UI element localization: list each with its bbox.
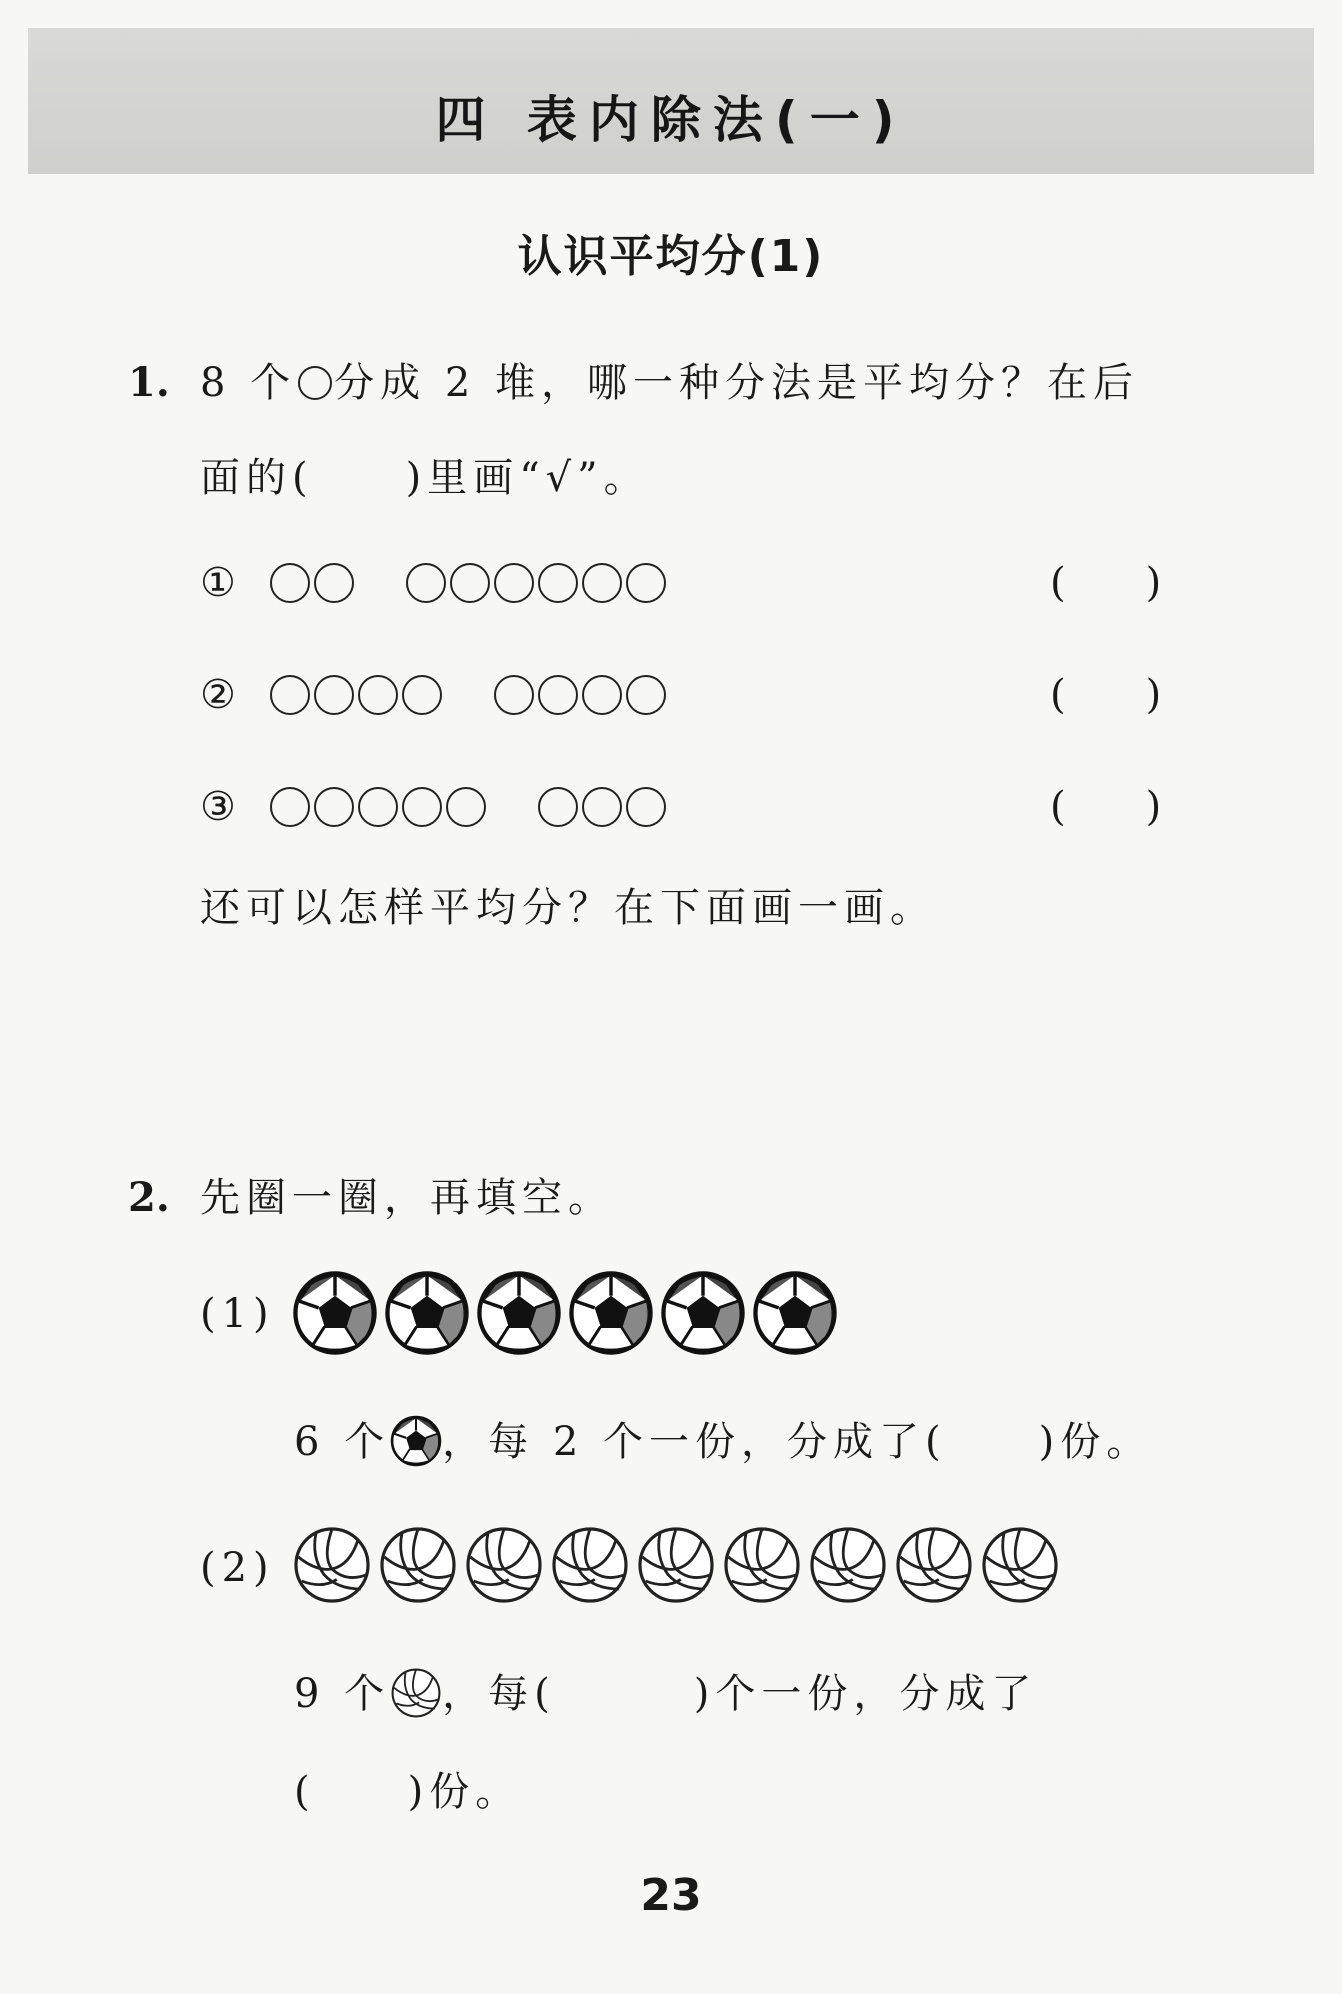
part-1-text-b: ，每 2 个一份，分成了( )份。 (442, 1419, 1153, 1465)
volleyball-icon (390, 1667, 442, 1719)
circle-icon (402, 787, 442, 827)
chapter-title: 四 表内除法(一) (435, 91, 907, 149)
part-1-text-a: 6 个 (294, 1419, 391, 1465)
part-1-text (294, 1414, 1152, 1470)
circle-icon (314, 563, 354, 603)
volleyball-icon (464, 1525, 544, 1605)
circle-icon (446, 787, 486, 827)
circle-group-1 (270, 787, 490, 827)
volleyball-icon (292, 1525, 372, 1605)
question-1-text (200, 355, 1139, 411)
volleyball-icon (550, 1525, 630, 1605)
section-subtitle: 认识平均分(1) (517, 231, 825, 282)
circle-icon (358, 675, 398, 715)
soccer-ball-row (292, 1270, 838, 1356)
circle-icon (402, 675, 442, 715)
circle-icon (314, 787, 354, 827)
volleyball-icon (378, 1525, 458, 1605)
circle-icon (270, 563, 310, 603)
question-1-number: 1. (128, 359, 170, 406)
part-2-text (294, 1666, 1037, 1722)
q1-text-b: 分成 2 堆，哪一种分法是平均分？在后 (334, 360, 1140, 406)
volleyball-row (292, 1525, 1060, 1605)
circle-icon (582, 787, 622, 827)
circle-icon (358, 787, 398, 827)
volleyball-icon (980, 1525, 1060, 1605)
option-row-1 (200, 555, 718, 611)
circle-icon (298, 366, 332, 400)
chapter-header (28, 28, 1314, 174)
soccer-ball-icon (660, 1270, 746, 1356)
circle-icon (626, 787, 666, 827)
soccer-ball-icon (568, 1270, 654, 1356)
answer-blank[interactable]: ( ) (1050, 560, 1162, 606)
circle-icon (538, 787, 578, 827)
circle-icon (406, 563, 446, 603)
circle-group-1 (270, 675, 446, 715)
option-row-2 (200, 667, 718, 723)
question-1-text-line2: 面的( )里画“√”。 (200, 455, 650, 501)
circle-icon (270, 675, 310, 715)
circle-icon (538, 675, 578, 715)
circle-icon (582, 675, 622, 715)
volleyball-icon (636, 1525, 716, 1605)
soccer-ball-icon (384, 1270, 470, 1356)
part-1-label: (1) (200, 1291, 275, 1337)
circle-icon (314, 675, 354, 715)
part-2-label: (2) (200, 1545, 275, 1591)
circle-icon (626, 563, 666, 603)
soccer-ball-icon (390, 1415, 442, 1467)
part-2-text-b: ，每( )个一份，分成了 (442, 1671, 1038, 1717)
part-2-text-a: 9 个 (294, 1671, 391, 1717)
option-marker: ① (200, 560, 236, 606)
circle-icon (450, 563, 490, 603)
question-1-followup: 还可以怎样平均分？在下面画一画。 (200, 885, 936, 931)
circle-group-2 (538, 787, 670, 827)
volleyball-icon (808, 1525, 888, 1605)
question-2-number: 2. (128, 1174, 170, 1221)
circle-icon (538, 563, 578, 603)
soccer-ball-icon (752, 1270, 838, 1356)
circle-group-1 (270, 563, 358, 603)
circle-icon (494, 563, 534, 603)
soccer-ball-icon (292, 1270, 378, 1356)
option-row-3 (200, 779, 718, 835)
circle-group-2 (406, 563, 670, 603)
circle-icon (494, 675, 534, 715)
circle-icon (582, 563, 622, 603)
part-2-text-line2: ( )份。 (294, 1769, 522, 1815)
answer-blank[interactable]: ( ) (1050, 784, 1162, 830)
question-2-instruction: 先圈一圈，再填空。 (200, 1175, 614, 1221)
soccer-ball-icon (476, 1270, 562, 1356)
circle-group-2 (494, 675, 670, 715)
q1-text-a: 8 个 (200, 360, 297, 406)
option-marker: ② (200, 672, 236, 718)
circle-icon (626, 675, 666, 715)
page-number: 23 (640, 1870, 702, 1921)
option-marker: ③ (200, 784, 236, 830)
circle-icon (270, 787, 310, 827)
answer-blank[interactable]: ( ) (1050, 672, 1162, 718)
volleyball-icon (894, 1525, 974, 1605)
volleyball-icon (722, 1525, 802, 1605)
